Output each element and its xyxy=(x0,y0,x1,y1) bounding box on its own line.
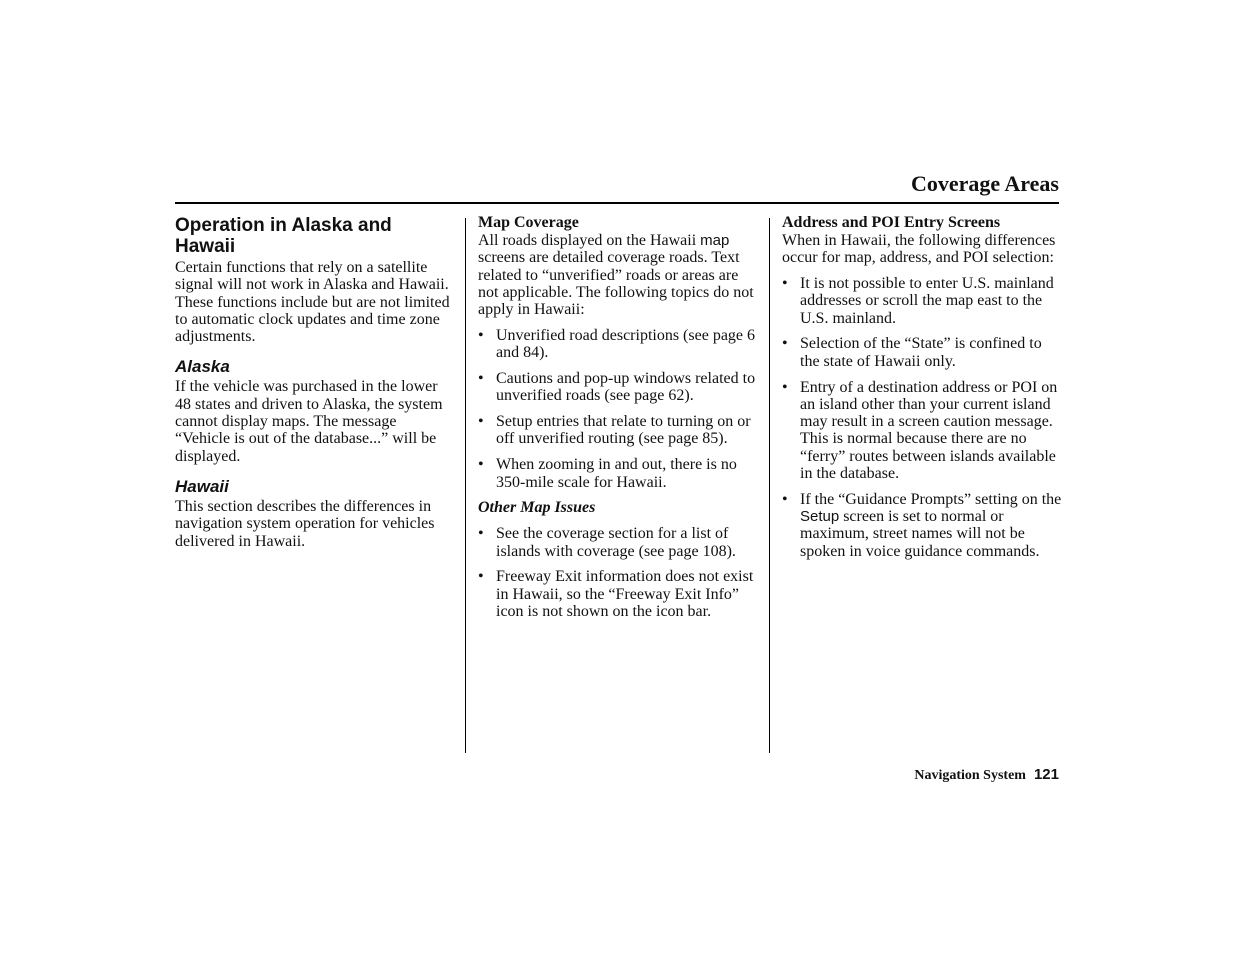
list-item: • When zooming in and out, there is no 350-mile scale for Hawaii. xyxy=(478,456,760,491)
subheading-hawaii: Hawaii xyxy=(175,476,229,496)
list-item xyxy=(782,491,1062,560)
operation-intro-text: Certain functions that rely on a satellite signal will not work in Alaska and Hawaii. These functions include but are not limited to automatic clock updates and time zone adjustments. xyxy=(175,259,450,346)
list-item: • Entry of a destination address or POI on an island other than your current island may result in a screen caution message. This is normal because there are no “ferry” routes between islands available in the database. xyxy=(782,379,1062,483)
address-poi-bullets xyxy=(782,275,1062,560)
column-operation-alaska-hawaii xyxy=(175,214,453,550)
alaska-body-text: If the vehicle was purchased in the lower 48 states and driven to Alaska, the system cannot display maps. The message “Vehicle is out of the database...” will be displayed. xyxy=(175,378,443,465)
list-item: • It is not possible to enter U.S. mainland addresses or scroll the map east to the U.S. mainland. xyxy=(782,275,1062,327)
list-item: • Setup entries that relate to turning on or off unverified routing (see page 85). xyxy=(478,413,760,448)
list-item: • Selection of the “State” is confined to the state of Hawaii only. xyxy=(782,335,1062,370)
subheading-alaska: Alaska xyxy=(175,357,230,377)
column-map-coverage xyxy=(478,214,760,620)
map-coverage-bullets xyxy=(478,327,760,491)
footer-section-name: Navigation System xyxy=(914,768,1026,783)
column-divider-1 xyxy=(465,218,466,753)
intro-text-before: All roads displayed on the Hawaii xyxy=(478,232,701,249)
column-divider-2 xyxy=(769,218,770,753)
map-keyword: map xyxy=(700,232,730,249)
section-heading-operation: Operation in Alaska and Hawaii xyxy=(175,215,392,257)
page-footer xyxy=(914,766,1059,785)
hawaii-body-text: This section describes the differences in navigation system operation for vehicles delivered in Hawaii. xyxy=(175,497,435,550)
page-number: 121 xyxy=(1033,766,1059,783)
address-poi-intro: When in Hawaii, the following differences occur for map, address, and POI selection: xyxy=(782,232,1056,267)
list-item: • Cautions and pop-up windows related to unverified roads (see page 62). xyxy=(478,370,760,405)
column-address-poi-entry xyxy=(782,214,1062,560)
map-coverage-intro xyxy=(478,232,760,318)
list-item: • See the coverage section for a list of islands with coverage (see page 108). xyxy=(478,525,760,560)
bullet-text-after: screen is set to normal or maximum, street names will not be spoken in voice guidance commands. xyxy=(800,508,1040,560)
section-heading-address-poi: Address and POI Entry Screens xyxy=(782,214,1001,231)
setup-keyword: Setup xyxy=(800,508,840,526)
bullet-text-before: If the “Guidance Prompts” setting on the xyxy=(800,490,1062,508)
title-rule xyxy=(175,202,1059,204)
other-map-issues-bullets xyxy=(478,525,760,620)
section-heading-map-coverage: Map Coverage xyxy=(478,214,579,231)
subheading-other-map-issues: Other Map Issues xyxy=(478,498,596,516)
page-title: Coverage Areas xyxy=(910,171,1059,196)
list-item: • Freeway Exit information does not exist in Hawaii, so the “Freeway Exit Info” icon is not shown on the icon bar. xyxy=(478,568,760,620)
intro-text-after: screens are detailed coverage roads. Text related to “unverified” roads or areas are not applicable. The following topics do not apply in Hawaii: xyxy=(478,249,754,319)
list-item: • Unverified road descriptions (see page 6 and 84). xyxy=(478,327,760,362)
